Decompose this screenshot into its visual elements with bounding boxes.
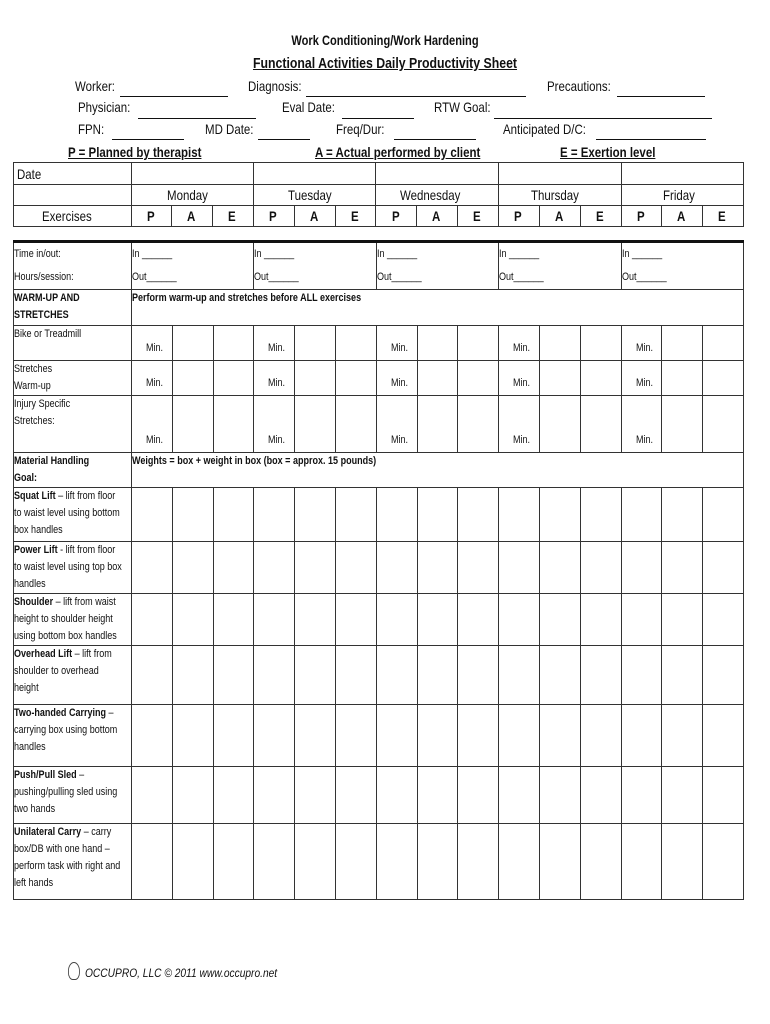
min-label: Min. (268, 377, 286, 389)
activity-desc: – lift from waist height to shoulder height using bottom box handles (14, 596, 117, 642)
eval-date-field[interactable] (342, 118, 414, 119)
in-field[interactable]: In ______ (254, 248, 295, 260)
entry-cell[interactable] (703, 396, 744, 453)
entry-cell[interactable] (376, 824, 417, 900)
entry-cell[interactable] (254, 542, 295, 594)
day-monday: Monday (167, 187, 209, 203)
freq-dur-field[interactable] (394, 139, 476, 140)
entry-cell[interactable] (499, 326, 540, 361)
entry-cell[interactable] (703, 594, 744, 646)
out-field[interactable]: Out______ (621, 271, 667, 283)
activity-row (14, 594, 744, 646)
entry-cell[interactable] (295, 396, 336, 453)
entry-cell[interactable] (417, 767, 458, 824)
warmup-note: Perform warm-up and stretches before ALL exercises (132, 292, 362, 304)
entry-cell[interactable] (417, 488, 458, 542)
entry-cell[interactable] (458, 705, 499, 767)
activity-desc: – lift from floor to waist level using bottom box handles (14, 490, 120, 536)
entry-cell[interactable] (172, 542, 213, 594)
entry-cell[interactable] (417, 824, 458, 900)
diagnosis-field[interactable] (306, 96, 526, 97)
md-date-field[interactable] (258, 139, 310, 140)
entry-cell[interactable] (499, 824, 540, 900)
entry-cell[interactable] (336, 361, 377, 396)
occupro-logo-icon (68, 962, 80, 980)
entry-cell[interactable] (376, 594, 417, 646)
entry-cell[interactable] (458, 396, 499, 453)
entry-cell[interactable] (499, 705, 540, 767)
entry-cell[interactable] (254, 594, 295, 646)
entry-cell[interactable] (540, 705, 581, 767)
entry-cell[interactable] (662, 705, 703, 767)
entry-cell[interactable] (662, 767, 703, 824)
entry-cell[interactable] (254, 767, 295, 824)
time-in-out-cell[interactable] (132, 242, 254, 290)
time-in-label: Time in/out: (14, 248, 61, 260)
anticipated-dc-field[interactable] (596, 139, 706, 140)
activity-row (14, 767, 744, 824)
entry-cell[interactable] (703, 646, 744, 705)
min-label: Min. (513, 342, 531, 354)
entry-cell[interactable] (580, 326, 621, 361)
pae-a-header: A (432, 208, 441, 224)
entry-cell[interactable] (499, 767, 540, 824)
entry-cell[interactable] (417, 326, 458, 361)
md-date-label: MD Date: (205, 121, 254, 137)
pae-e-header: E (473, 208, 482, 224)
entry-cell[interactable] (254, 361, 295, 396)
entry-cell[interactable] (540, 646, 581, 705)
pae-e-header: E (228, 208, 237, 224)
entry-cell[interactable] (540, 542, 581, 594)
entry-cell[interactable] (621, 542, 662, 594)
entry-cell[interactable] (662, 488, 703, 542)
entry-cell[interactable] (499, 542, 540, 594)
entry-cell[interactable] (172, 396, 213, 453)
entry-cell[interactable] (376, 767, 417, 824)
entry-cell[interactable] (417, 594, 458, 646)
injury-label: Injury Specific Stretches: (14, 398, 71, 427)
entry-cell[interactable] (132, 824, 173, 900)
entry-cell[interactable] (662, 326, 703, 361)
entry-cell[interactable] (295, 361, 336, 396)
min-label: Min. (146, 434, 164, 446)
entry-cell[interactable] (458, 488, 499, 542)
activity-desc: – pushing/pulling sled using two hands (14, 769, 118, 815)
entry-cell[interactable] (172, 767, 213, 824)
monday-date-cell[interactable] (131, 163, 253, 185)
form-subtitle: Functional Activities Daily Productivity Sheet (252, 55, 518, 72)
activity-name: Power Lift (14, 544, 58, 556)
bike-label: Bike or Treadmill (14, 328, 82, 340)
anticipated-dc-label: Anticipated D/C: (503, 121, 586, 137)
copyright-text: OCCUPRO, LLC © 2011 www.occupro.net (85, 966, 278, 980)
min-label: Min. (390, 377, 408, 389)
pae-e-header: E (595, 208, 604, 224)
entry-cell[interactable] (499, 594, 540, 646)
entry-cell[interactable] (376, 396, 417, 453)
entry-cell[interactable] (132, 594, 173, 646)
entry-cell[interactable] (336, 705, 377, 767)
entry-cell[interactable] (172, 361, 213, 396)
pae-e-header: E (350, 208, 359, 224)
in-field[interactable]: In ______ (499, 248, 540, 260)
entry-cell[interactable] (132, 542, 173, 594)
entry-cell[interactable] (132, 646, 173, 705)
entry-cell[interactable] (417, 542, 458, 594)
entry-cell[interactable] (621, 646, 662, 705)
entry-cell[interactable] (172, 824, 213, 900)
pae-a-header: A (677, 208, 686, 224)
entry-cell[interactable] (213, 646, 254, 705)
out-field[interactable]: Out______ (132, 271, 177, 283)
entry-cell[interactable] (540, 396, 581, 453)
entry-cell[interactable] (213, 396, 254, 453)
entry-cell[interactable] (499, 396, 540, 453)
entry-cell[interactable] (213, 705, 254, 767)
time-in-out-cell[interactable] (499, 242, 621, 290)
in-field[interactable]: In ______ (621, 248, 662, 260)
min-label: Min. (390, 342, 408, 354)
activity-desc: – carrying box using bottom handles (14, 707, 118, 753)
entry-cell[interactable] (540, 767, 581, 824)
in-field[interactable]: In ______ (376, 248, 417, 260)
physician-field[interactable] (138, 118, 256, 119)
entry-cell[interactable] (336, 767, 377, 824)
entry-cell[interactable] (132, 396, 173, 453)
activity-desc: - lift from floor to waist level using top box handles (14, 544, 122, 590)
entry-cell[interactable] (621, 594, 662, 646)
entry-cell[interactable] (580, 646, 621, 705)
entry-cell[interactable] (172, 326, 213, 361)
wednesday-date-cell[interactable] (376, 163, 499, 185)
rtw-goal-label: RTW Goal: (434, 99, 491, 115)
pae-a-header: A (187, 208, 196, 224)
min-label: Min. (268, 342, 286, 354)
entry-cell[interactable] (213, 326, 254, 361)
entry-cell[interactable] (703, 488, 744, 542)
legend-exertion: E = Exertion level (560, 144, 656, 160)
min-label: Min. (513, 434, 531, 446)
entry-cell[interactable] (254, 646, 295, 705)
pae-e-header: E (718, 208, 727, 224)
entry-cell[interactable] (172, 646, 213, 705)
worker-field[interactable] (120, 96, 228, 97)
entry-cell[interactable] (621, 396, 662, 453)
entry-cell[interactable] (458, 326, 499, 361)
thursday-date-cell[interactable] (499, 163, 621, 185)
material-title: Material Handling (14, 455, 90, 467)
entry-cell[interactable] (295, 646, 336, 705)
entry-cell[interactable] (540, 361, 581, 396)
entry-cell[interactable] (703, 326, 744, 361)
entry-cell[interactable] (336, 396, 377, 453)
entry-cell[interactable] (621, 767, 662, 824)
min-label: Min. (635, 434, 653, 446)
min-label: Min. (146, 377, 164, 389)
entry-cell[interactable] (336, 326, 377, 361)
pae-p-header: P (146, 208, 155, 224)
time-in-out-cell[interactable] (621, 242, 743, 290)
activity-name: Unilateral Carry (14, 826, 82, 838)
entry-cell[interactable] (132, 361, 173, 396)
entry-cell[interactable] (580, 767, 621, 824)
activities-table (13, 240, 744, 900)
min-label: Min. (635, 377, 653, 389)
entry-cell[interactable] (336, 594, 377, 646)
entry-cell[interactable] (295, 767, 336, 824)
time-in-out-cell[interactable] (254, 242, 376, 290)
activity-row (14, 542, 744, 594)
entry-cell[interactable] (703, 361, 744, 396)
entry-cell[interactable] (580, 705, 621, 767)
entry-cell[interactable] (295, 705, 336, 767)
hours-label: Hours/session: (14, 271, 74, 283)
entry-cell[interactable] (703, 705, 744, 767)
out-field[interactable]: Out______ (254, 271, 300, 283)
entry-cell[interactable] (458, 824, 499, 900)
pae-a-header: A (554, 208, 564, 224)
entry-cell[interactable] (132, 705, 173, 767)
entry-cell[interactable] (254, 705, 295, 767)
entry-cell[interactable] (172, 488, 213, 542)
friday-date-cell[interactable] (621, 163, 743, 185)
entry-cell[interactable] (213, 824, 254, 900)
min-label: Min. (146, 342, 164, 354)
worker-label: Worker: (75, 78, 115, 94)
warmup-label: Warm-up (14, 380, 51, 392)
activity-name: Push/Pull Sled (14, 769, 77, 781)
min-label: Min. (390, 434, 408, 446)
fpn-field[interactable] (112, 139, 184, 140)
entry-cell[interactable] (580, 396, 621, 453)
activity-desc: – lift from shoulder to overhead height (14, 648, 112, 694)
tuesday-date-cell[interactable] (254, 163, 376, 185)
entry-cell[interactable] (254, 824, 295, 900)
day-friday: Friday (662, 187, 695, 203)
entry-cell[interactable] (662, 646, 703, 705)
entry-cell[interactable] (336, 488, 377, 542)
day-tuesday: Tuesday (288, 187, 332, 203)
entry-cell[interactable] (417, 705, 458, 767)
min-label: Min. (635, 342, 653, 354)
exercises-label: Exercises (41, 208, 92, 224)
out-field[interactable]: Out______ (499, 271, 544, 283)
entry-cell[interactable] (499, 646, 540, 705)
entry-cell[interactable] (376, 705, 417, 767)
rtw-goal-field[interactable] (494, 118, 712, 119)
entry-cell[interactable] (213, 488, 254, 542)
weights-note: Weights = box + weight in box (box = approx. 15 pounds) (132, 455, 377, 467)
entry-cell[interactable] (580, 361, 621, 396)
entry-cell[interactable] (703, 767, 744, 824)
day-header-table (13, 162, 744, 227)
entry-cell[interactable] (336, 646, 377, 705)
activity-row (14, 824, 744, 900)
entry-cell[interactable] (540, 326, 581, 361)
entry-cell[interactable] (662, 396, 703, 453)
entry-cell[interactable] (458, 646, 499, 705)
pae-p-header: P (269, 208, 277, 224)
entry-cell[interactable] (295, 594, 336, 646)
physician-label: Physician: (78, 99, 131, 115)
entry-cell[interactable] (254, 488, 295, 542)
entry-cell[interactable] (172, 705, 213, 767)
entry-cell[interactable] (376, 646, 417, 705)
entry-cell[interactable] (295, 824, 336, 900)
day-wednesday: Wednesday (400, 187, 461, 203)
legend-actual: A = Actual performed by client (315, 144, 481, 160)
entry-cell[interactable] (376, 326, 417, 361)
entry-cell[interactable] (662, 361, 703, 396)
goal-label: Goal: (14, 472, 38, 484)
pae-p-header: P (391, 208, 400, 224)
entry-cell[interactable] (580, 542, 621, 594)
entry-cell[interactable] (213, 594, 254, 646)
min-label: Min. (513, 377, 531, 389)
stretches-label: Stretches (14, 363, 53, 375)
legend-planned: P = Planned by therapist (68, 144, 202, 160)
freq-dur-label: Freq/Dur: (336, 121, 385, 137)
pae-p-header: P (636, 208, 645, 224)
entry-cell[interactable] (295, 542, 336, 594)
entry-cell[interactable] (132, 488, 173, 542)
entry-cell[interactable] (540, 824, 581, 900)
day-thursday: Thursday (530, 187, 579, 203)
precautions-label: Precautions: (547, 78, 611, 94)
entry-cell[interactable] (662, 594, 703, 646)
warmup-title: WARM-UP AND STRETCHES (14, 292, 80, 321)
entry-cell[interactable] (580, 488, 621, 542)
entry-cell[interactable] (417, 396, 458, 453)
entry-cell[interactable] (458, 542, 499, 594)
entry-cell[interactable] (172, 594, 213, 646)
entry-cell[interactable] (295, 326, 336, 361)
entry-cell[interactable] (540, 488, 581, 542)
entry-cell[interactable] (458, 767, 499, 824)
entry-cell[interactable] (376, 542, 417, 594)
entry-cell[interactable] (376, 488, 417, 542)
activity-name: Shoulder (14, 596, 54, 608)
entry-cell[interactable] (376, 361, 417, 396)
entry-cell[interactable] (132, 326, 173, 361)
entry-cell[interactable] (621, 824, 662, 900)
entry-cell[interactable] (580, 594, 621, 646)
entry-cell[interactable] (213, 542, 254, 594)
entry-cell[interactable] (213, 767, 254, 824)
form-title: Work Conditioning/Work Hardening (291, 33, 479, 48)
entry-cell[interactable] (580, 824, 621, 900)
entry-cell[interactable] (458, 594, 499, 646)
entry-cell[interactable] (254, 326, 295, 361)
time-in-out-cell[interactable] (376, 242, 498, 290)
activity-row (14, 705, 744, 767)
entry-cell[interactable] (336, 542, 377, 594)
fpn-label: FPN: (78, 121, 105, 137)
activity-name: Squat Lift (14, 490, 56, 502)
diagnosis-label: Diagnosis: (248, 78, 302, 94)
entry-cell[interactable] (621, 326, 662, 361)
activity-desc: – carry box/DB with one hand – perform task with right and left hands (14, 826, 121, 889)
activity-name: Two-handed Carrying (14, 707, 107, 719)
entry-cell[interactable] (417, 361, 458, 396)
pae-p-header: P (514, 208, 522, 224)
pae-a-header: A (309, 208, 318, 224)
entry-cell[interactable] (621, 361, 662, 396)
in-field[interactable]: In ______ (132, 248, 173, 260)
min-label: Min. (268, 434, 286, 446)
entry-cell[interactable] (703, 824, 744, 900)
entry-cell[interactable] (703, 542, 744, 594)
eval-date-label: Eval Date: (282, 99, 335, 115)
entry-cell[interactable] (132, 767, 173, 824)
activity-row (14, 646, 744, 705)
footer (68, 962, 277, 980)
entry-cell[interactable] (662, 542, 703, 594)
entry-cell[interactable] (621, 488, 662, 542)
entry-cell[interactable] (540, 594, 581, 646)
entry-cell[interactable] (458, 361, 499, 396)
entry-cell[interactable] (417, 646, 458, 705)
entry-cell[interactable] (336, 824, 377, 900)
entry-cell[interactable] (621, 705, 662, 767)
entry-cell[interactable] (499, 488, 540, 542)
entry-cell[interactable] (295, 488, 336, 542)
entry-cell[interactable] (213, 361, 254, 396)
activity-name: Overhead Lift (14, 648, 73, 660)
activity-row (14, 488, 744, 542)
out-field[interactable]: Out______ (376, 271, 422, 283)
date-label: Date (17, 165, 42, 182)
entry-cell[interactable] (254, 396, 295, 453)
entry-cell[interactable] (662, 824, 703, 900)
entry-cell[interactable] (499, 361, 540, 396)
precautions-field[interactable] (617, 96, 705, 97)
